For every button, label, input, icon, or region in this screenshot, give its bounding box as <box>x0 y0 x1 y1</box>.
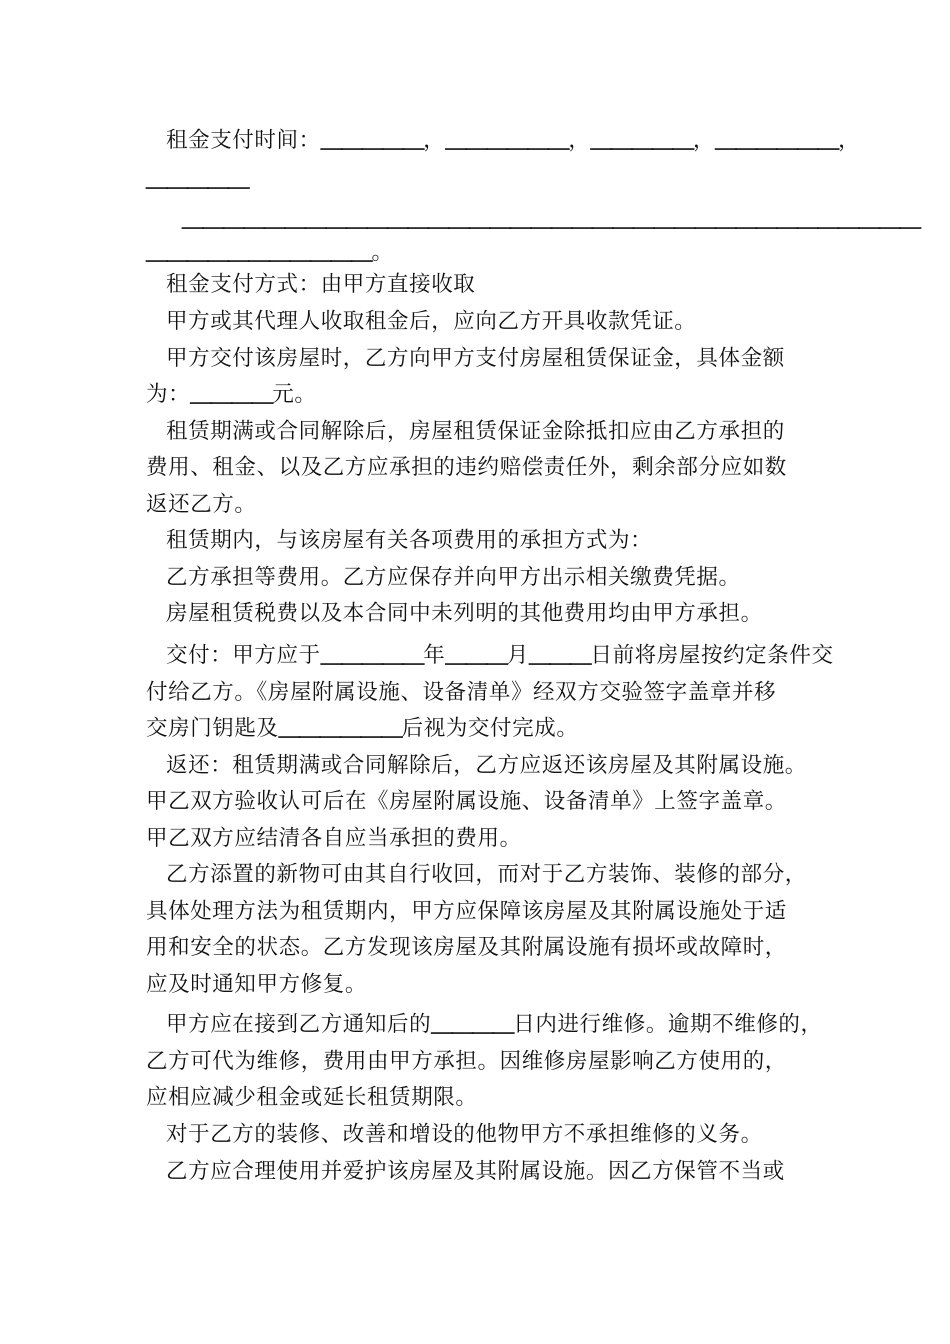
text-line <box>166 415 836 449</box>
text-line <box>146 451 816 485</box>
text-line <box>166 524 836 558</box>
text-line <box>146 822 816 856</box>
text-line <box>166 1118 836 1152</box>
text-segment: 付给乙方。《房屋附属设施、设备清单》经双方交验签字盖章并移 <box>146 680 777 705</box>
text-segment: 。 <box>371 240 394 265</box>
text-line <box>146 488 816 522</box>
text-segment: 租金支付时间： <box>166 128 321 153</box>
text-segment: 交房门钥匙及 <box>146 716 279 741</box>
text-line <box>146 676 816 710</box>
text-segment: 返还乙方。 <box>146 492 257 517</box>
text-line <box>146 968 816 1002</box>
text-line <box>146 931 816 965</box>
text-line <box>166 268 836 302</box>
text-line <box>182 203 921 237</box>
text-line <box>166 305 836 339</box>
fill-in-blank: ＿＿＿＿＿ <box>590 128 693 153</box>
text-segment: 甲方或其代理人收取租金后，应向乙方开具收款凭证。 <box>166 309 697 334</box>
fill-in-blank: ＿＿＿＿ <box>431 1012 514 1037</box>
text-segment: 甲方应在接到乙方通知后的 <box>166 1012 432 1037</box>
text-line <box>166 749 836 783</box>
text-segment: 日内进行维修。逾期不维修的， <box>513 1012 823 1037</box>
text-line <box>146 1081 816 1115</box>
fill-in-blank: ＿＿＿＿ <box>190 382 273 407</box>
text-line <box>166 639 836 673</box>
fill-in-blank: ＿＿＿ <box>445 643 507 668</box>
text-line <box>166 1155 836 1189</box>
text-segment: ， <box>568 128 591 153</box>
fill-in-blank: ＿＿＿＿＿＿ <box>278 716 402 741</box>
text-line <box>166 858 836 892</box>
text-segment: 乙方添置的新物可由其自行收回，而对于乙方装饰、装修的部分， <box>166 862 807 887</box>
text-segment: ， <box>692 128 716 153</box>
text-segment: 用和安全的状态。乙方发现该房屋及其附属设施有损坏或故障时， <box>146 935 787 960</box>
text-line <box>166 561 836 595</box>
text-segment: ， <box>838 128 861 153</box>
text-segment: 后视为交付完成。 <box>401 716 579 741</box>
text-line <box>166 597 836 631</box>
text-line <box>146 712 816 746</box>
text-line <box>146 785 816 819</box>
text-segment: 对于乙方的装修、改善和增设的他物甲方不承担维修的义务。 <box>166 1122 763 1147</box>
text-line <box>166 1008 836 1042</box>
fill-in-blank: ＿＿＿＿＿ <box>146 167 249 192</box>
text-segment: 应及时通知甲方修复。 <box>146 972 368 997</box>
fill-in-blank: ＿＿＿＿＿＿ <box>445 128 569 153</box>
text-segment: 乙方承担等费用。乙方应保存并向甲方出示相关缴费凭据。 <box>166 565 741 590</box>
text-segment: 甲乙双方验收认可后在《房屋附属设施、设备清单》上签字盖章。 <box>146 789 787 814</box>
fill-in-blank: ＿＿＿＿＿ <box>320 128 424 153</box>
fill-in-blank: ＿＿＿＿＿＿ <box>715 128 839 153</box>
text-line <box>166 342 836 376</box>
text-segment: 甲方交付该房屋时，乙方向甲方支付房屋租赁保证金，具体金额 <box>166 346 785 371</box>
text-segment: 租赁期内，与该房屋有关各项费用的承担方式为： <box>166 528 653 553</box>
text-segment: 乙方可代为维修，费用由甲方承担。因维修房屋影响乙方使用的， <box>146 1049 787 1074</box>
text-segment: 交付：甲方应于 <box>166 643 321 668</box>
text-segment: 为： <box>146 382 191 407</box>
text-line <box>146 378 816 412</box>
text-line <box>146 163 816 197</box>
text-line <box>166 124 861 158</box>
fill-in-blank: ＿＿＿ <box>528 643 591 668</box>
text-segment: 租赁期满或合同解除后，房屋租赁保证金除抵扣应由乙方承担的 <box>166 419 785 444</box>
text-segment: 年 <box>423 643 446 668</box>
text-segment: 具体处理方法为租赁期内，甲方应保障该房屋及其附属设施处于适 <box>146 899 787 924</box>
text-line <box>146 1045 816 1079</box>
fill-in-blank: ＿＿＿＿＿＿＿＿＿＿＿ <box>146 240 372 265</box>
text-segment: 月 <box>506 643 529 668</box>
text-segment: 房屋租赁税费以及本合同中未列明的其他费用均由甲方承担。 <box>166 601 763 626</box>
text-segment: 甲乙双方应结清各自应当承担的费用。 <box>146 826 522 851</box>
fill-in-blank: ＿＿＿＿＿ <box>320 643 424 668</box>
text-line <box>146 236 816 270</box>
text-segment: 费用、租金、以及乙方应承担的违约赔偿责任外，剩余部分应如数 <box>146 455 787 480</box>
text-segment: 日前将房屋按约定条件交 <box>590 643 834 668</box>
fill-in-blank: ＿＿＿＿＿＿＿＿＿＿＿＿＿＿＿＿＿＿＿＿＿＿＿＿＿＿＿＿＿＿＿＿＿＿＿＿ <box>182 207 921 232</box>
text-segment: 租金支付方式：由甲方直接收取 <box>166 272 476 297</box>
text-segment: 返还：租赁期满或合同解除后，乙方应返还该房屋及其附属设施。 <box>166 753 807 778</box>
text-segment: ， <box>423 128 446 153</box>
text-line <box>146 895 816 929</box>
text-segment: 应相应减少租金或延长租赁期限。 <box>146 1085 478 1110</box>
text-segment: 元。 <box>272 382 317 407</box>
text-segment: 乙方应合理使用并爱护该房屋及其附属设施。因乙方保管不当或 <box>166 1159 785 1184</box>
